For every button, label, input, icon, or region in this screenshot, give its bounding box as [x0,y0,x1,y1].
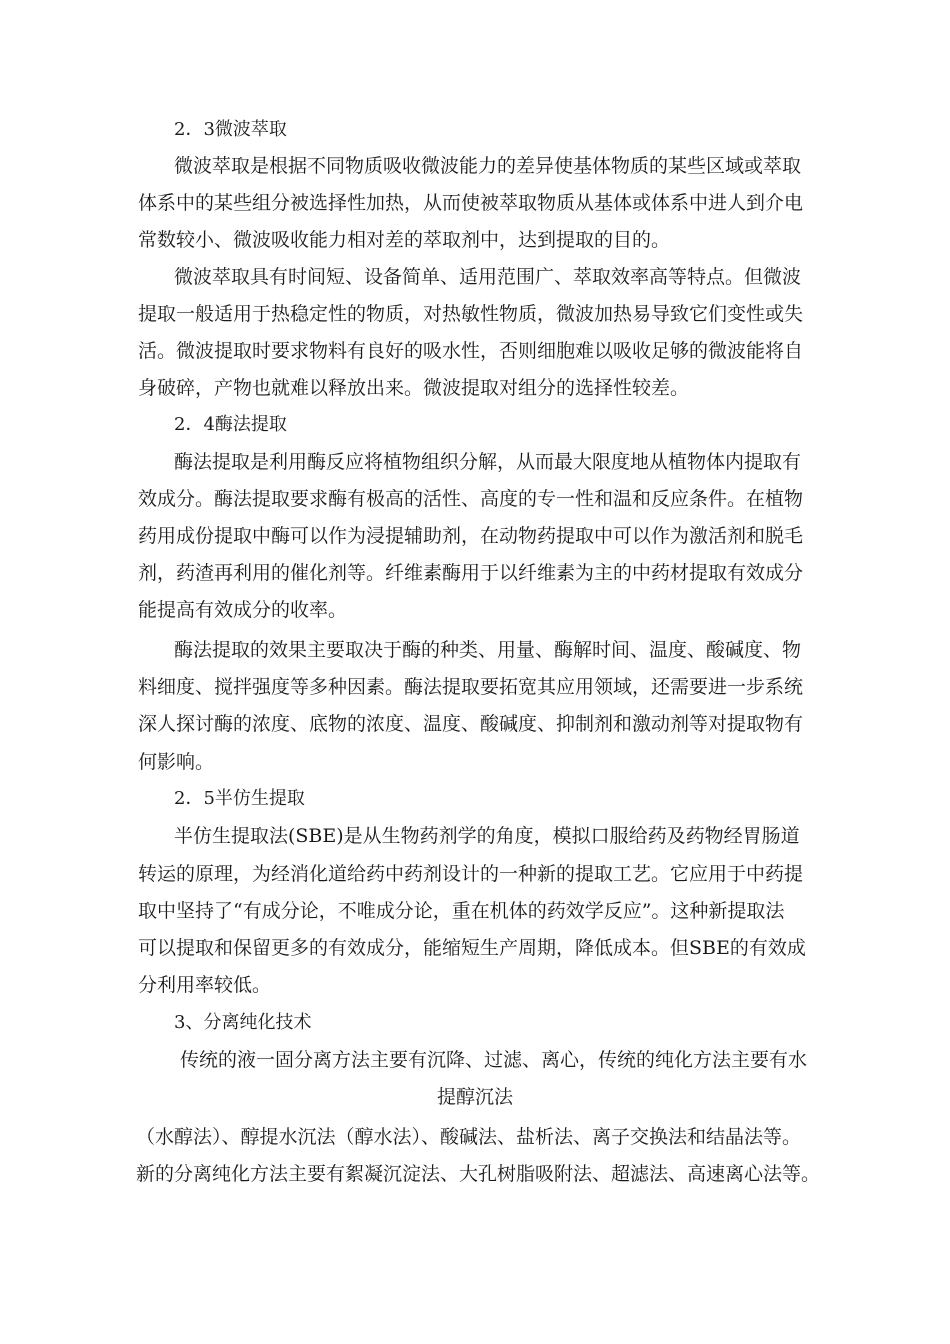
paragraph-line: 微波萃取具有时间短、设备简单、适用范围广、萃取效率高等特点。但微波 [174,266,802,288]
section-heading-2-3: 2．3微波萃取 [174,119,287,140]
paragraph-line: 剂，药渣再利用的催化剂等。纤维素酶用于以纤维素为主的中药材提取有效成分 [138,562,804,584]
paragraph-line: 传统的液一固分离方法主要有沉降、过滤、离心，传统的纯化方法主要有水 [180,1049,808,1071]
section-heading-2-5: 2．5半仿生提取 [174,788,305,809]
paragraph-line: 取中坚持了“有成分论，不唯成分论，重在机体的药效学反应”。这种新提取法 [138,900,785,922]
paragraph-line: 半仿生提取法(SBE)是从生物药剂学的角度，模拟口服给药及药物经胃肠道 [174,825,800,847]
paragraph-line: 效成分。酶法提取要求酶有极高的活性、高度的专一性和温和反应条件。在植物 [138,488,804,510]
section-heading-3: 3、分离纯化技术 [174,1012,312,1033]
section-heading-2-4: 2．4酶法提取 [174,414,287,435]
paragraph-line: 可以提取和保留更多的有效成分，能缩短生产周期，降低成本。但SBE的有效成 [138,937,806,959]
paragraph-line: 微波萃取是根据不同物质吸收微波能力的差异使基体物质的某些区域或萃取 [174,155,802,177]
paragraph-line: 酶法提取的效果主要取决于酶的种类、用量、酶解时间、温度、酸碱度、物 [174,639,802,661]
paragraph-line: 转运的原理，为经消化道给药中药剂设计的一种新的提取工艺。它应用于中药提 [138,863,804,885]
paragraph-line: （水醇法）、醇提水沉法（醇水法）、酸碱法、盐析法、离子交换法和结晶法等。 [136,1126,802,1148]
paragraph-line: 身破碎，产物也就难以释放出来。微波提取对组分的选择性较差。 [138,377,690,399]
paragraph-line: 新的分离纯化方法主要有絮凝沉淀法、大孔树脂吸附法、超滤法、高速离心法等。 [136,1163,821,1185]
paragraph-line-centered: 提醇沉法 [436,1086,513,1108]
paragraph-line: 常数较小、微波吸收能力相对差的萃取剂中，达到提取的目的。 [138,229,671,251]
paragraph-line: 酶法提取是利用酶反应将植物组织分解，从而最大限度地从植物体内提取有 [174,451,802,473]
paragraph-line: 药用成份提取中酶可以作为浸提辅助剂，在动物药提取中可以作为激活剂和脱毛 [138,525,804,547]
paragraph-line: 体系中的某些组分被选择性加热，从而使被萃取物质从基体或体系中进人到介电 [138,192,804,214]
paragraph-line: 深人探讨酶的浓度、底物的浓度、温度、酸碱度、抑制剂和激动剂等对提取物有 [138,713,804,735]
paragraph-line: 何影响。 [138,751,215,773]
paragraph-line: 料细度、搅拌强度等多种因素。酶法提取要拓宽其应用领域，还需要进一步系统 [138,676,804,698]
paragraph-line: 能提高有效成分的收率。 [138,599,348,621]
paragraph-line: 活。微波提取时要求物料有良好的吸水性，否则细胞难以吸收足够的微波能将自 [138,340,804,362]
paragraph-line: 提取一般适用于热稳定性的物质，对热敏性物质，微波加热易导致它们变性或失 [138,303,804,325]
paragraph-line: 分利用率较低。 [138,974,272,996]
